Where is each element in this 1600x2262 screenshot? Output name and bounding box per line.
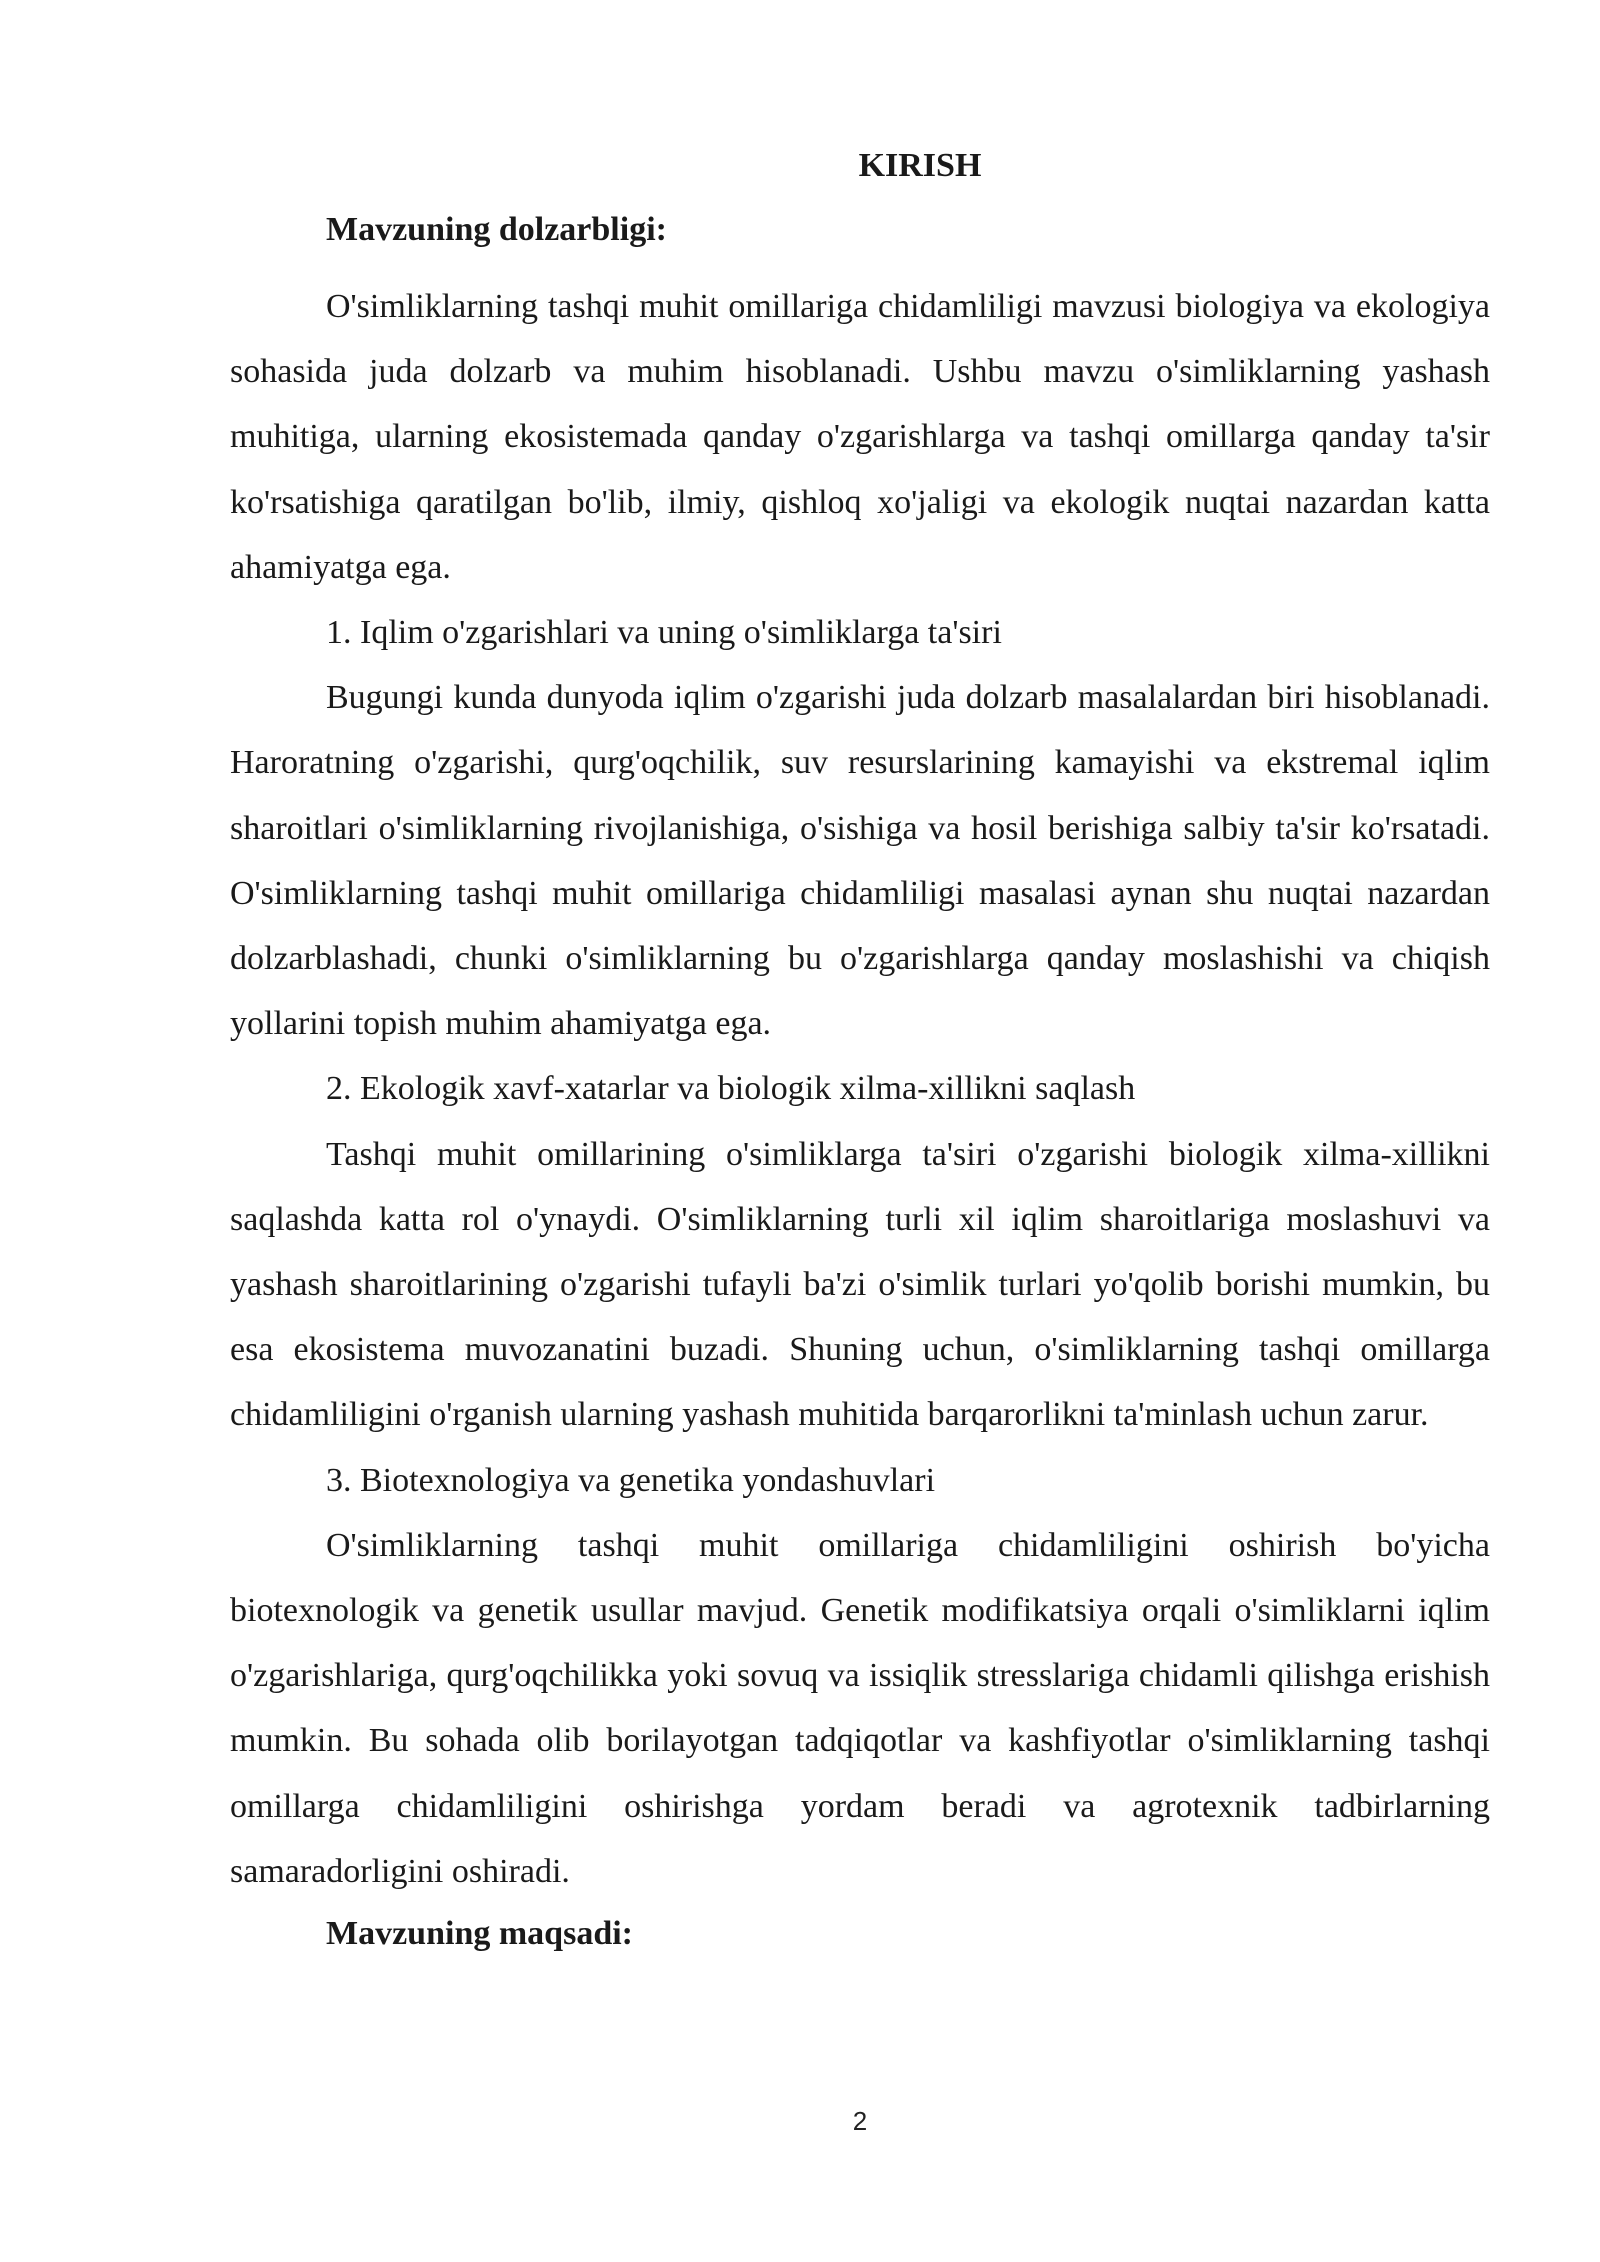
item-heading-3: 3. Biotexnologiya va genetika yondashuvlari [326, 1461, 936, 1499]
item-paragraph-3: O'simliklarning tashqi muhit omillariga chidamliligini oshirish bo'yicha biotexnologik va genetik usullar mavjud. Genetik modifikatsiya orqali o'simliklarni iqlim o'zgarishlariga, qurg'oqchilikka yoki sovuq va issiqlik stresslariga chidamli qilishga erishish mumkin. Bu sohada olib borilayotgan tadqiqotlar va kashfiyotlar o'simliklarning tashqi omillarga chidamliligini oshirishga yordam beradi va agrotexnik tadbirlarning samaradorligini oshiradi. [230, 1526, 1490, 1890]
item-paragraph-1: Bugungi kunda dunyoda iqlim o'zgarishi juda dolzarb masalalardan biri hisoblanadi. Haroratning o'zgarishi, qurg'oqchilik, suv resurslarining kamayishi va ekstremal iqlim sharoitlari o'simliklarning rivojlanishiga, o'sishiga va hosil berishiga salbiy ta'sir ko'rsatadi. O'simliklarning tashqi muhit omillariga chidamliligi masalasi aynan shu nuqtai nazardan dolzarblashadi, chunki o'simliklarning bu o'zgarishlarga qanday moslashishi va chiqish yollarini topish muhim ahamiyatga ega. [230, 679, 1490, 1043]
page-number: 2 [852, 2106, 868, 2136]
section-heading-goal: Mavzuning maqsadi: [326, 1915, 633, 1953]
item-heading-2: 2. Ekologik xavf-xatarlar va biologik xilma-xillikni saqlash [326, 1070, 1136, 1108]
page-title: KIRISH [858, 147, 982, 184]
item-heading-1: 1. Iqlim o'zgarishlari va uning o'simliklarga ta'siri [326, 614, 1002, 652]
section-heading-relevance: Mavzuning dolzarbligi: [326, 211, 667, 248]
intro-paragraph: O'simliklarning tashqi muhit omillariga chidamliligi mavzusi biologiya va ekologiya sohasida juda dolzarb va muhim hisoblanadi. Ushbu mavzu o'simliklarning yashash muhitiga, ularning ekosistemada qanday o'zgarishlarga va tashqi omillarga qanday ta'sir ko'rsatishiga qaratilgan bo'lib, ilmiy, qishloq xo'jaligi va ekologik nuqtai nazardan katta ahamiyatga ega. [230, 288, 1490, 586]
item-paragraph-2: Tashqi muhit omillarining o'simliklarga ta'siri o'zgarishi biologik xilma-xillikni saqlashda katta rol o'ynaydi. O'simliklarning turli xil iqlim sharoitlariga moslashuvi va yashash sharoitlarining o'zgarishi tufayli ba'zi o'simlik turlari yo'qolib borishi mumkin, bu esa ekosistema muvozanatini buzadi. Shuning uchun, o'simliklarning tashqi omillarga chidamliligini o'rganish ularning yashash muhitida barqarorlikni ta'minlash uchun zarur. [230, 1135, 1490, 1434]
page-content [230, 146, 1490, 1978]
